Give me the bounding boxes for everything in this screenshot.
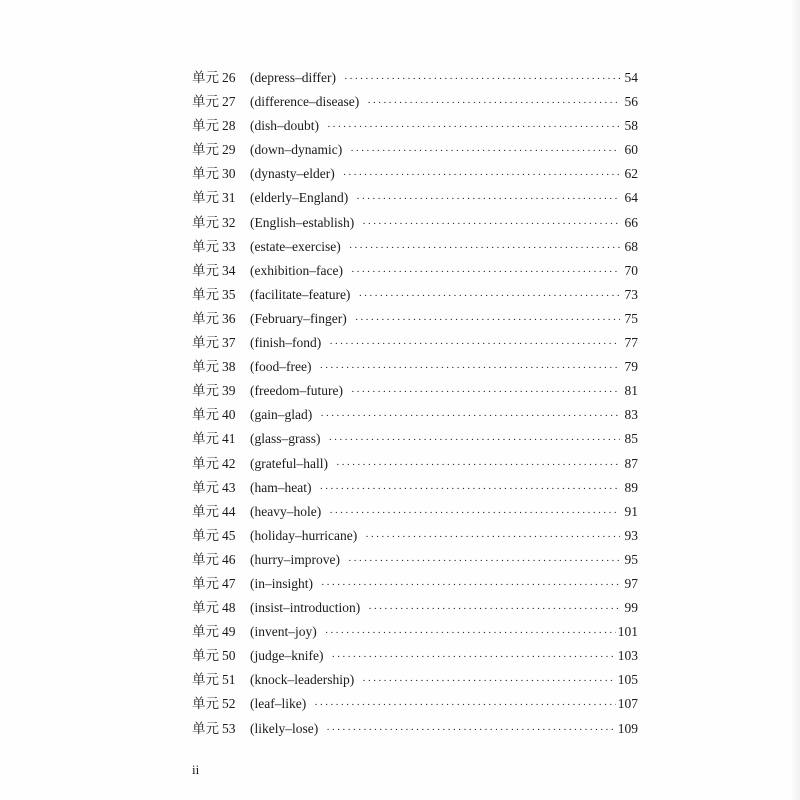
toc-unit — [192, 66, 244, 90]
toc-unit-number: 39 — [222, 383, 236, 399]
toc-page-number: 66 — [624, 214, 638, 230]
toc-dot-leader — [319, 356, 620, 380]
toc-dot-leader — [344, 67, 620, 91]
toc-unit-number: 27 — [222, 94, 236, 110]
toc-word-range: (estate–exercise) — [250, 238, 341, 254]
toc-page-number: 64 — [624, 190, 638, 206]
toc-entry — [192, 379, 638, 403]
toc-page-number: 81 — [624, 383, 638, 399]
toc-entry — [192, 596, 638, 620]
toc-dot-leader — [351, 380, 620, 404]
toc-page-number: 85 — [624, 431, 638, 447]
toc-unit-number: 42 — [222, 455, 236, 471]
toc-entry — [192, 644, 638, 668]
toc-unit-number: 45 — [222, 527, 236, 543]
toc-unit — [192, 211, 244, 235]
toc-unit-number: 50 — [222, 648, 236, 664]
toc-unit — [192, 403, 244, 427]
toc-word-range: (exhibition–face) — [250, 262, 343, 278]
toc-unit — [192, 500, 244, 524]
toc-unit-number: 49 — [222, 624, 236, 640]
toc-unit-number: 28 — [222, 118, 236, 134]
toc-word-range: (in–insight) — [250, 575, 313, 591]
toc-entry — [192, 259, 638, 283]
toc-page-number: 103 — [617, 648, 638, 664]
toc-unit-label: 单元 — [192, 672, 219, 688]
toc-entry — [192, 138, 638, 162]
toc-page-number: 62 — [624, 166, 638, 182]
page-folio: ii — [192, 762, 200, 777]
toc-dot-leader — [362, 669, 616, 693]
toc-dot-leader — [329, 332, 620, 356]
toc-entry — [192, 668, 638, 692]
toc-word-range: (ham–heat) — [250, 479, 312, 495]
toc-page-number: 70 — [624, 262, 638, 278]
toc-word-range: (facilitate–feature) — [250, 286, 351, 302]
toc-dot-leader — [343, 163, 620, 187]
toc-page-number: 83 — [624, 407, 638, 423]
toc-dot-leader — [325, 621, 616, 645]
toc-page-number: 93 — [624, 527, 638, 543]
toc-unit-number: 38 — [222, 359, 236, 375]
toc-entry — [192, 717, 638, 741]
toc-unit-number: 31 — [222, 190, 236, 206]
toc-unit-label: 单元 — [192, 310, 219, 326]
toc-unit-label: 单元 — [192, 527, 219, 543]
toc-page-number: 60 — [624, 142, 638, 158]
toc-dot-leader — [362, 212, 620, 236]
toc-dot-leader — [358, 284, 620, 308]
toc-unit — [192, 596, 244, 620]
toc-unit-number: 51 — [222, 672, 236, 688]
toc-unit — [192, 524, 244, 548]
toc-entry — [192, 331, 638, 355]
toc-dot-leader — [326, 718, 616, 742]
toc-entry — [192, 620, 638, 644]
toc-unit-number: 29 — [222, 142, 236, 158]
toc-word-range: (freedom–future) — [250, 383, 343, 399]
toc-page-number: 107 — [617, 696, 638, 712]
toc-unit — [192, 259, 244, 283]
toc-unit-number: 47 — [222, 575, 236, 591]
toc-word-range: (gain–glad) — [250, 407, 313, 423]
toc-unit — [192, 162, 244, 186]
toc-page-number: 89 — [624, 479, 638, 495]
toc-unit — [192, 620, 244, 644]
toc-unit-number: 26 — [222, 70, 236, 85]
toc-entry — [192, 524, 638, 548]
toc-unit — [192, 331, 244, 355]
toc-page-number: 54 — [624, 70, 638, 85]
toc-word-range: (likely–lose) — [250, 720, 319, 736]
toc-word-range: (elderly–England) — [250, 190, 349, 206]
toc-dot-leader — [365, 525, 620, 549]
toc-dot-leader — [329, 428, 621, 452]
toc-entry — [192, 235, 638, 259]
toc-unit-label: 单元 — [192, 166, 219, 182]
toc-page-number: 58 — [624, 118, 638, 134]
toc-unit-label: 单元 — [192, 624, 219, 640]
toc-unit — [192, 452, 244, 476]
toc-unit-label: 单元 — [192, 696, 219, 712]
toc-unit-label: 单元 — [192, 286, 219, 302]
toc-page-number: 75 — [624, 310, 638, 326]
toc-unit — [192, 668, 244, 692]
toc-word-range: (judge–knife) — [250, 648, 324, 664]
toc-page-number: 79 — [624, 359, 638, 375]
toc-unit — [192, 717, 244, 741]
toc-entry — [192, 572, 638, 596]
toc-page-number: 101 — [617, 624, 638, 640]
toc-unit — [192, 90, 244, 114]
toc-unit — [192, 427, 244, 451]
page-edge-shadow — [790, 0, 800, 800]
toc-word-range: (knock–leadership) — [250, 672, 355, 688]
toc-word-range: (dish–doubt) — [250, 118, 319, 134]
toc-unit-number: 41 — [222, 431, 236, 447]
toc-word-range: (February–finger) — [250, 310, 347, 326]
toc-unit-number: 33 — [222, 238, 236, 254]
toc-entry — [192, 307, 638, 331]
toc-word-range: (dynasty–elder) — [250, 166, 335, 182]
toc-unit-label: 单元 — [192, 70, 219, 85]
toc-dot-leader — [321, 573, 620, 597]
toc-unit — [192, 307, 244, 331]
toc-word-range: (English–establish) — [250, 214, 355, 230]
toc-page-number: 87 — [624, 455, 638, 471]
toc-dot-leader — [356, 187, 620, 211]
toc-unit-label: 单元 — [192, 431, 219, 447]
toc-unit-number: 34 — [222, 262, 236, 278]
toc-word-range: (heavy–hole) — [250, 503, 322, 519]
toc-unit-number: 35 — [222, 286, 236, 302]
toc-entry — [192, 186, 638, 210]
toc-word-range: (down–dynamic) — [250, 142, 343, 158]
toc-unit-label: 单元 — [192, 551, 219, 567]
toc-page-number: 97 — [624, 575, 638, 591]
toc-page-number: 77 — [624, 335, 638, 351]
toc-entry — [192, 692, 638, 716]
toc-unit-label: 单元 — [192, 335, 219, 351]
toc-page-number: 68 — [624, 238, 638, 254]
toc-unit-label: 单元 — [192, 142, 219, 158]
toc-entry — [192, 162, 638, 186]
toc-entry — [192, 403, 638, 427]
toc-unit-number: 37 — [222, 335, 236, 351]
toc-unit-label: 单元 — [192, 600, 219, 616]
toc-page-number: 109 — [617, 720, 638, 736]
toc-entry — [192, 90, 638, 114]
toc-unit — [192, 235, 244, 259]
toc-unit-label: 单元 — [192, 455, 219, 471]
toc-dot-leader — [331, 645, 615, 669]
toc-page-number: 95 — [624, 551, 638, 567]
toc-unit-number: 48 — [222, 600, 236, 616]
toc-entry — [192, 476, 638, 500]
toc-unit-label: 单元 — [192, 190, 219, 206]
toc-unit-label: 单元 — [192, 720, 219, 736]
toc-unit — [192, 548, 244, 572]
toc-unit-label: 单元 — [192, 359, 219, 375]
table-of-contents — [192, 66, 638, 741]
toc-dot-leader — [367, 91, 620, 115]
toc-word-range: (hurry–improve) — [250, 551, 340, 567]
toc-unit-label: 单元 — [192, 262, 219, 278]
toc-unit — [192, 283, 244, 307]
toc-entry — [192, 355, 638, 379]
toc-unit — [192, 186, 244, 210]
toc-dot-leader — [327, 115, 620, 139]
toc-unit — [192, 572, 244, 596]
toc-unit — [192, 692, 244, 716]
toc-unit-number: 32 — [222, 214, 236, 230]
toc-page-number: 99 — [624, 600, 638, 616]
toc-unit-label: 单元 — [192, 214, 219, 230]
toc-unit — [192, 644, 244, 668]
toc-word-range: (holiday–hurricane) — [250, 527, 358, 543]
toc-unit-number: 44 — [222, 503, 236, 519]
toc-entry — [192, 548, 638, 572]
toc-unit-label: 单元 — [192, 479, 219, 495]
toc-unit-number: 46 — [222, 551, 236, 567]
toc-word-range: (insist–introduction) — [250, 600, 361, 616]
toc-word-range: (grateful–hall) — [250, 455, 328, 471]
toc-unit-number: 30 — [222, 166, 236, 182]
toc-word-range: (food–free) — [250, 359, 312, 375]
toc-unit-label: 单元 — [192, 575, 219, 591]
toc-dot-leader — [319, 477, 620, 501]
toc-dot-leader — [336, 453, 620, 477]
toc-unit-label: 单元 — [192, 407, 219, 423]
toc-page-number: 91 — [624, 503, 638, 519]
toc-entry — [192, 66, 638, 90]
toc-unit-number: 53 — [222, 720, 236, 736]
toc-unit-number: 52 — [222, 696, 236, 712]
toc-dot-leader — [329, 501, 620, 525]
toc-word-range: (finish–fond) — [250, 335, 322, 351]
toc-dot-leader — [320, 404, 620, 428]
toc-unit-label: 单元 — [192, 118, 219, 134]
toc-unit — [192, 476, 244, 500]
toc-unit-label: 单元 — [192, 94, 219, 110]
toc-word-range: (invent–joy) — [250, 624, 317, 640]
toc-entry — [192, 114, 638, 138]
toc-page-number: 105 — [617, 672, 638, 688]
toc-unit — [192, 114, 244, 138]
toc-word-range: (difference–disease) — [250, 94, 360, 110]
toc-dot-leader — [349, 236, 620, 260]
toc-entry — [192, 283, 638, 307]
toc-entry — [192, 211, 638, 235]
toc-dot-leader — [351, 260, 620, 284]
toc-page-number: 73 — [624, 286, 638, 302]
toc-dot-leader — [350, 139, 620, 163]
toc-dot-leader — [368, 597, 620, 621]
toc-word-range: (depress–differ) — [250, 70, 336, 85]
toc-unit-number: 36 — [222, 310, 236, 326]
toc-dot-leader — [348, 549, 620, 573]
toc-dot-leader — [355, 308, 620, 332]
toc-unit — [192, 355, 244, 379]
toc-entry — [192, 452, 638, 476]
toc-word-range: (leaf–like) — [250, 696, 307, 712]
toc-unit-label: 单元 — [192, 383, 219, 399]
toc-unit — [192, 138, 244, 162]
toc-unit-label: 单元 — [192, 238, 219, 254]
toc-unit — [192, 379, 244, 403]
toc-entry — [192, 500, 638, 524]
toc-unit-label: 单元 — [192, 648, 219, 664]
toc-unit-label: 单元 — [192, 503, 219, 519]
toc-unit-number: 40 — [222, 407, 236, 423]
toc-dot-leader — [314, 693, 616, 717]
toc-word-range: (glass–grass) — [250, 431, 321, 447]
toc-unit-number: 43 — [222, 479, 236, 495]
toc-page-number: 56 — [624, 94, 638, 110]
toc-entry — [192, 427, 638, 451]
